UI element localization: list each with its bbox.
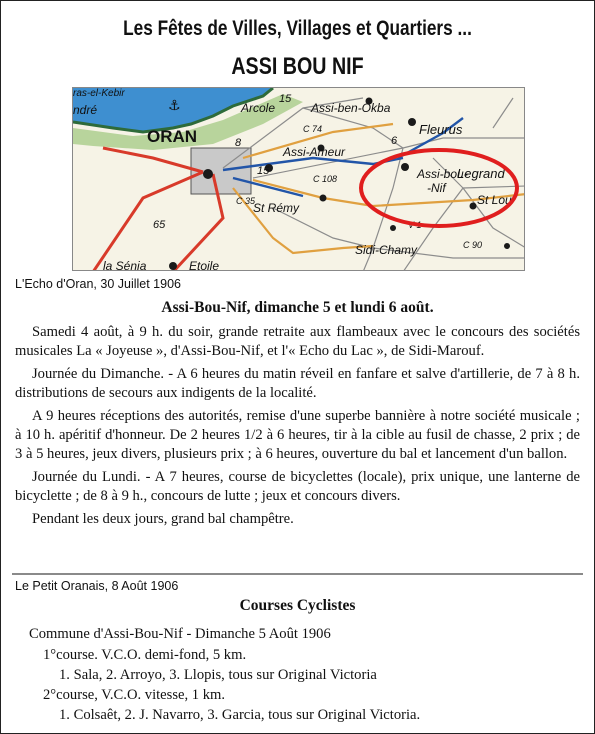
map-road-c90: C 90 [463,240,483,250]
map-road-c74: C 74 [303,124,323,134]
map-road-6: 6 [391,135,398,147]
map-label-arcole: Arcole [241,101,276,115]
article1-paragraph: Journée du Dimanche. - A 6 heures du matin réveil en fanfare et salve d'artillerie, de 7 à 8 h. distributions de secours aux indigents de la localité. [15,366,580,401]
article1-paragraph: Pendant les deux jours, grand bal champêtre. [32,511,294,528]
map-road-15b: 15 [257,165,270,177]
map-road-c108: C 108 [313,174,338,184]
map-label-assi-bou-nif-2: -Nif [427,181,446,195]
page-subtitle: ASSI BOU NIF [231,53,364,80]
map-label-etoile: Etoile [189,259,220,271]
article2-source: Le Petit Oranais, 8 Août 1906 [15,579,179,593]
map-road-15a: 15 [279,93,292,105]
map-label-oran: ORAN [147,127,198,146]
map-label-legrand: Legrand [457,166,505,181]
article1-body [15,323,580,534]
map-label-assi-bou-nif-1: Assi-bou- [417,167,468,181]
map-label-sidi-chami: Sidi-Chamy [355,243,418,257]
article1-source: L'Echo d'Oran, 30 Juillet 1906 [15,277,181,291]
map-image [72,87,525,271]
section-divider [12,573,583,575]
article2-line: 1. Colsaêt, 2. J. Navarro, 3. Garcia, tous sur Original Victoria. [59,707,421,723]
map-drawing [73,88,525,271]
map-label-st-remy: St Rémy [253,201,300,215]
article2-title: Courses Cyclistes [239,597,356,614]
map-label-andre: ndré [73,103,98,117]
map-label-la-senia: la Sénia [103,259,147,271]
article2-line: 2°course, V.C.O. vitesse, 1 km. [43,687,226,703]
map-road-v1: V 1 [408,220,422,230]
article1-paragraph: Journée du Lundi. - A 7 heures, course de bicyclettes (locale), prix unique, une lanterne de bicyclette ; de 8 à 9 h., concours de lutte ; jeux et concours divers. [15,469,580,504]
map-label-st-louis: St Lou [477,193,512,207]
map-road-65: 65 [153,219,166,231]
map-label-kebir: ras-el-Kebir [73,88,125,99]
map-label-fleurus: Fleurus [419,122,463,137]
map-label-assi-ameur: Assi-Ameur [283,145,346,159]
map-road-8: 8 [235,137,242,149]
page-title: Les Fêtes de Villes, Villages et Quartiers ... [123,17,472,40]
article2-line: 1°course. V.C.O. demi-fond, 5 km. [43,647,247,663]
article2-line: 1. Sala, 2. Arroyo, 3. Llopis, tous sur Original Victoria [59,667,377,683]
anchor-icon: ⚓ [168,98,181,114]
map-label-assi-ben-okba: Assi-ben-Okba [311,101,391,115]
article1-paragraph: Samedi 4 août, à 9 h. du soir, grande retraite aux flambeaux avec le concours des sociétés musicales La « Joyeuse », d'Assi-Bou-Nif, et l'« Echo du Lac », de Sidi-Marouf. [15,324,580,359]
article2-line: Commune d'Assi-Bou-Nif - Dimanche 5 Août 1906 [29,626,331,642]
map-road-c35: C 35 [236,196,256,206]
article1-title: Assi-Bou-Nif, dimanche 5 et lundi 6 août. [161,299,434,316]
article1-paragraph: A 9 heures réceptions des autorités, remise d'une superbe bannière à notre société musicale ; à 10 h. apéritif d'honneur. De 2 heures 1/2 à 6 heures, tir à la cible au fusil de chasse, 2 prix ; de 3 à 5 heures, jeux divers, plusieurs prix ; à 6 heures, ouverture du bal et lancement d'un ballon. [15,408,580,462]
